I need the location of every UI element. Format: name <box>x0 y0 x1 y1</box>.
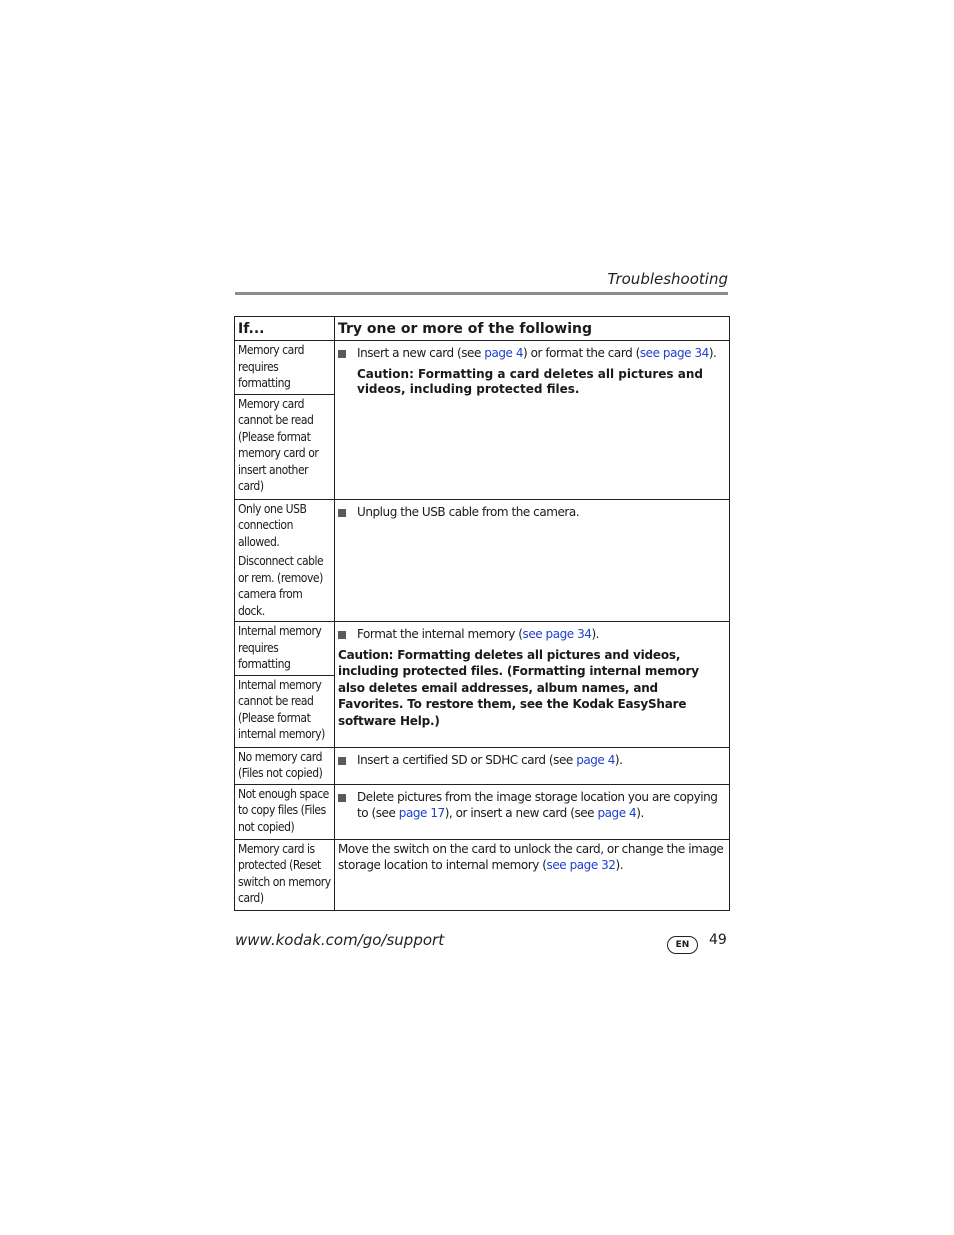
page-link[interactable]: see page 32 <box>546 858 616 872</box>
page-link[interactable]: see page 34 <box>639 346 709 360</box>
if-text: No memory card (Files not copied) <box>238 749 323 780</box>
if-cell <box>235 784 335 839</box>
support-url[interactable]: www.kodak.com/go/support <box>235 931 445 949</box>
page-link[interactable]: see page 34 <box>522 627 592 641</box>
if-text: Memory card is protected (Reset switch on memory card) <box>238 841 331 905</box>
try-cell <box>335 622 730 748</box>
bullet-item <box>338 345 727 362</box>
if-text: Memory card cannot be read (Please format memory card or insert another card) <box>238 396 319 493</box>
if-text: Internal memory requires formatting <box>238 624 322 671</box>
header-rule <box>235 292 728 295</box>
table-row <box>235 622 730 676</box>
bullet-item <box>338 752 727 769</box>
bullet-text: Insert a new card (see page 4) or format the card (see page 34). <box>357 346 717 360</box>
table-row <box>235 341 730 395</box>
if-text: Only one USB connection allowed. <box>238 501 307 549</box>
bullet-item <box>338 504 727 521</box>
if-text: Memory card requires formatting <box>238 343 305 390</box>
bullet-text: Unplug the USB cable from the camera. <box>357 504 580 519</box>
troubleshooting-table <box>234 316 730 911</box>
table-header-row <box>235 317 730 341</box>
if-text: Internal memory cannot be read (Please format internal memory) <box>238 677 325 741</box>
plain-text: Move the switch on the card to unlock the card, or change the image storage location to internal memory (see page 32). <box>338 841 724 872</box>
bullet-text: Format the internal memory (see page 34). <box>357 627 600 641</box>
page-number: 49 <box>709 932 727 948</box>
if-cell <box>235 675 335 747</box>
caution-text: Caution: Formatting deletes all pictures and videos, including protected files. (Formatting internal memory also deletes email addresses, album names, and Favorites. To restore them, see the Kodak EasyShare software Help.) <box>338 647 699 728</box>
table-row <box>235 839 730 910</box>
bullet-item <box>338 789 727 822</box>
column-header-if: If... <box>235 317 335 341</box>
page-link[interactable]: page 4 <box>576 752 615 767</box>
if-text: Disconnect cable or rem. (remove) camera from dock. <box>238 554 324 618</box>
if-text: Not enough space to copy files (Files not copied) <box>238 786 329 834</box>
try-cell <box>335 341 730 500</box>
if-cell <box>235 747 335 784</box>
language-badge: EN <box>667 936 698 954</box>
table-row <box>235 784 730 839</box>
if-cell <box>235 622 335 676</box>
column-header-try: Try one or more of the following <box>335 317 730 341</box>
page-link[interactable]: page 4 <box>597 806 637 820</box>
table-row <box>235 499 730 622</box>
if-cell <box>235 499 335 622</box>
page-link[interactable]: page 4 <box>484 346 524 360</box>
if-cell <box>235 341 335 395</box>
bullet-text: Insert a certified SD or SDHC card (see page 4). <box>357 752 623 767</box>
if-cell <box>235 394 335 499</box>
caution-text: Caution: Formatting a card deletes all pictures and videos, including protected files. <box>357 366 703 396</box>
bullet-item <box>338 626 727 643</box>
try-cell <box>335 839 730 910</box>
if-cell <box>235 839 335 910</box>
section-title: Troubleshooting <box>607 270 728 288</box>
try-cell <box>335 747 730 784</box>
bullet-text: Delete pictures from the image storage location you are copying to (see page 17), or insert a new card (see page 4). <box>357 789 718 820</box>
page-link[interactable]: page 17 <box>398 806 445 820</box>
try-cell <box>335 784 730 839</box>
table-row <box>235 747 730 784</box>
try-cell <box>335 499 730 622</box>
